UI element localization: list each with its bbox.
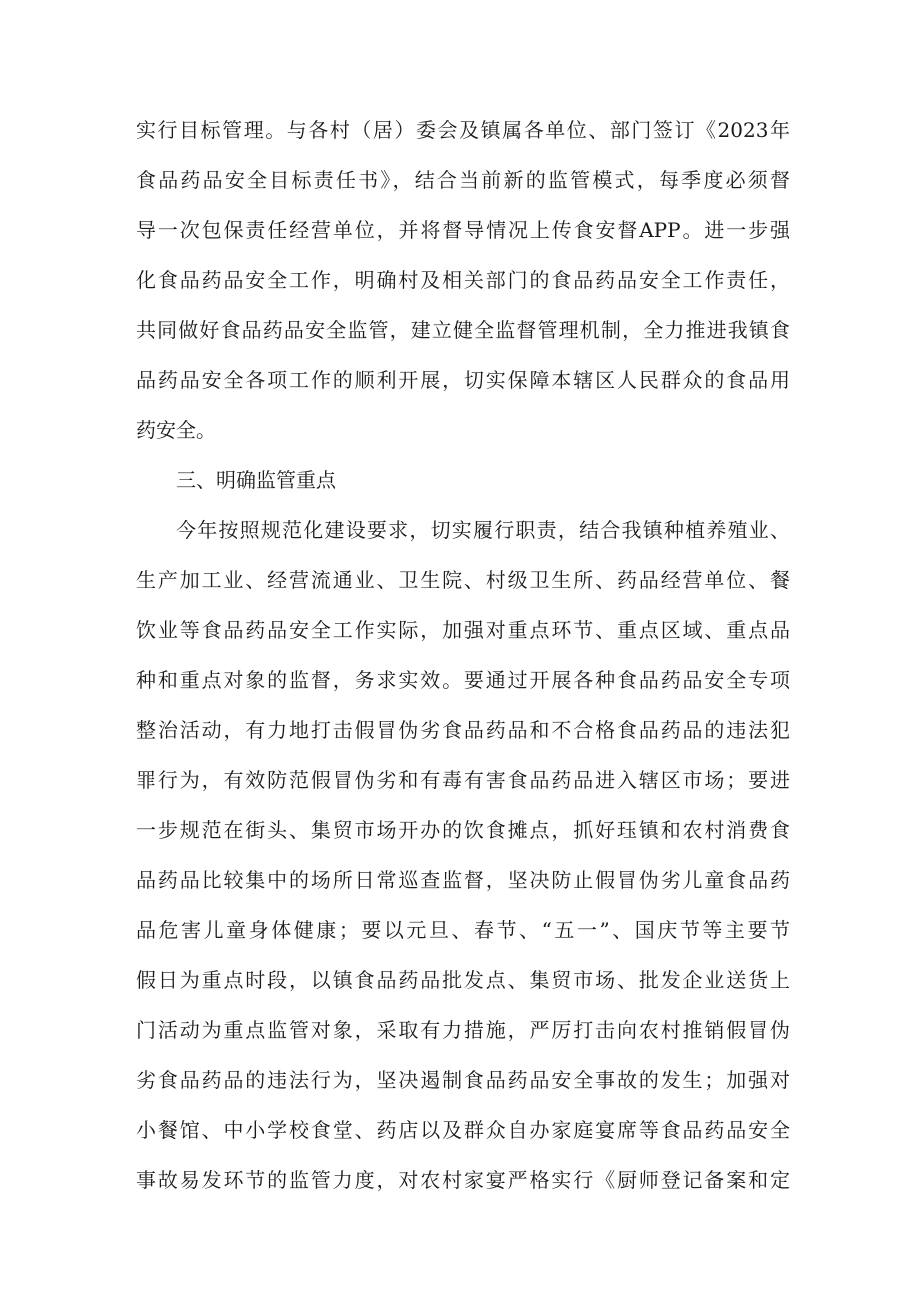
paragraph-1-line-3: 导一次包保责任经营单位，并将督导情况上传食安督APP。进一步强 <box>136 218 790 242</box>
paragraph-2-line-8: 品药品比较集中的场所日常巡查监督，坚决防止假冒伪劣儿童食品药 <box>136 868 790 892</box>
paragraph-2-line-13: 小餐馆、中小学校食堂、药店以及群众自办家庭宴席等食品药品安全 <box>136 1118 790 1142</box>
paragraph-2-line-9: 品危害儿童身体健康；要以元旦、春节、“五一”、国庆节等主要节 <box>136 918 790 942</box>
section-heading: 三、明确监管重点 <box>176 468 336 492</box>
paragraph-2-line-6: 罪行为，有效防范假冒伪劣和有毒有害食品药品进入辖区市场；要进 <box>136 768 790 792</box>
paragraph-1-line-1: 实行目标管理。与各村（居）委会及镇属各单位、部门签订《2023年 <box>136 118 790 142</box>
paragraph-1-line-6: 品药品安全各项工作的顺利开展，切实保障本辖区人民群众的食品用 <box>136 368 790 392</box>
paragraph-2-line-1: 今年按照规范化建设要求，切实履行职责，结合我镇种植养殖业、 <box>176 518 790 542</box>
paragraph-2-line-11: 门活动为重点监管对象，采取有力措施，严厉打击向农村推销假冒伪 <box>136 1018 790 1042</box>
paragraph-2-line-5: 整治活动，有力地打击假冒伪劣食品药品和不合格食品药品的违法犯 <box>136 718 790 742</box>
paragraph-2-line-14: 事故易发环节的监管力度，对农村家宴严格实行《厨师登记备案和定 <box>136 1168 790 1192</box>
paragraph-1-line-5: 共同做好食品药品安全监管，建立健全监督管理机制，全力推进我镇食 <box>136 318 790 342</box>
paragraph-2-line-10: 假日为重点时段，以镇食品药品批发点、集贸市场、批发企业送货上 <box>136 968 790 992</box>
paragraph-2-line-7: 一步规范在街头、集贸市场开办的饮食摊点，抓好珏镇和农村消费食 <box>136 818 790 842</box>
paragraph-1-line-2: 食品药品安全目标责任书》，结合当前新的监管模式，每季度必须督 <box>136 168 790 192</box>
paragraph-2-line-3: 饮业等食品药品安全工作实际，加强对重点环节、重点区域、重点品 <box>136 618 790 642</box>
paragraph-2-line-4: 种和重点对象的监督，务求实效。要通过开展各种食品药品安全专项 <box>136 668 790 692</box>
paragraph-2-line-12: 劣食品药品的违法行为，坚决遏制食品药品安全事故的发生；加强对 <box>136 1068 790 1092</box>
paragraph-1-line-7: 药安全。 <box>136 418 216 442</box>
paragraph-1-line-4: 化食品药品安全工作，明确村及相关部门的食品药品安全工作责任， <box>136 268 790 292</box>
paragraph-2-line-2: 生产加工业、经营流通业、卫生院、村级卫生所、药品经营单位、餐 <box>136 568 790 592</box>
